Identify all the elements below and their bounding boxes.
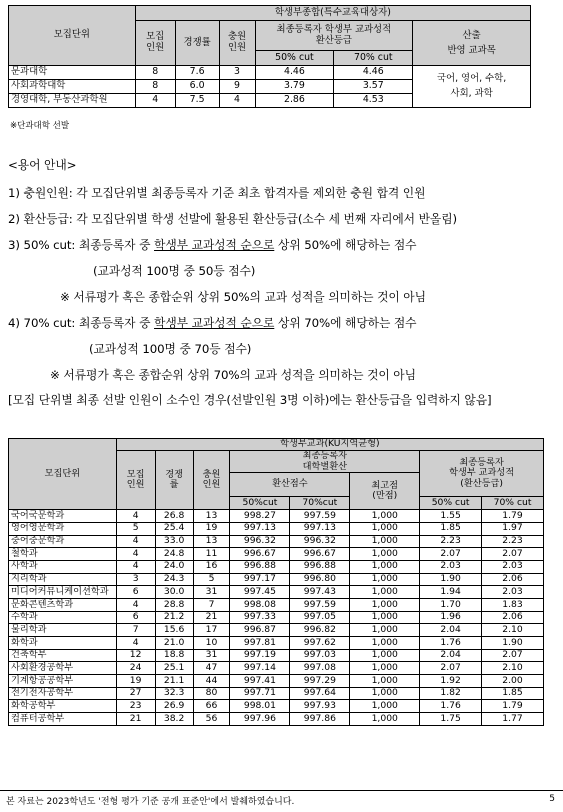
- rate-cell: 32.3: [155, 687, 193, 700]
- unit-cell: 사회과학대학: [9, 80, 136, 94]
- grade-70cut-cell: 2.07: [482, 649, 544, 662]
- score-50cut-cell: 996.67: [230, 548, 290, 561]
- quota-cell: 6: [116, 586, 155, 599]
- max-score-cell: 1,000: [350, 713, 420, 726]
- rate-cell: 7.5: [175, 94, 219, 108]
- grade-50cut-cell: 1.90: [420, 573, 482, 586]
- score-50cut-cell: 997.45: [230, 586, 290, 599]
- grade-50cut-cell: 2.03: [420, 560, 482, 573]
- score-50cut-cell: 998.08: [230, 598, 290, 611]
- rate-cell: 21.2: [155, 611, 193, 624]
- quota-cell: 4: [116, 637, 155, 650]
- grade-50cut-cell: 2.04: [420, 624, 482, 637]
- unit-cell: 국어국문학과: [9, 510, 117, 523]
- group-title: 학생부교과(KU지역균형): [116, 439, 543, 451]
- quota-cell: 4: [135, 94, 175, 108]
- col-header-grade-group: 최종등록자 학생부 교과성적 환산등급: [255, 21, 413, 51]
- fill-cell: 31: [193, 649, 230, 662]
- score-50cut-cell: 997.41: [230, 675, 290, 688]
- glossary-70cut-prefix: 4) 70% cut: 최종등록자 중: [8, 316, 155, 330]
- glossary-50cut-underline: 학생부 교과성적 순으로: [154, 238, 275, 252]
- score-70cut-cell: 997.59: [290, 510, 350, 523]
- grade-70cut-cell: 2.07: [482, 548, 544, 561]
- grade-50cut-cell: 1.70: [420, 598, 482, 611]
- glossary-item-50cut: [8, 236, 416, 253]
- table-row: [9, 586, 544, 599]
- score-50cut-cell: 997.81: [230, 637, 290, 650]
- score-50cut-cell: 997.96: [230, 713, 290, 726]
- quota-cell: 8: [135, 66, 175, 80]
- glossary-50cut-suffix: 상위 50%에 해당하는 점수: [274, 238, 417, 252]
- grade-50cut-cell: 1.92: [420, 675, 482, 688]
- unit-cell: 경영대학, 부동산과학원: [9, 94, 136, 108]
- score-50cut-cell: 997.17: [230, 573, 290, 586]
- quota-cell: 23: [116, 700, 155, 713]
- fill-cell: 4: [219, 94, 255, 108]
- quota-cell: 7: [116, 624, 155, 637]
- quota-cell: 4: [116, 535, 155, 548]
- fill-cell: 7: [193, 598, 230, 611]
- table-row: [9, 713, 544, 726]
- col-header-conv-score: 환산점수: [230, 473, 350, 497]
- unit-cell: 사회환경공학부: [9, 662, 117, 675]
- unit-cell: 물리학과: [9, 624, 117, 637]
- rate-cell: 7.6: [175, 66, 219, 80]
- glossary-item-fill: 1) 충원인원: 각 모집단위별 최종등록자 기준 최초 합격자를 제외한 충원 합격 인원: [8, 186, 426, 200]
- table-row: [9, 560, 544, 573]
- col-header-score-50cut: 50%cut: [230, 497, 290, 510]
- rate-cell: 21.1: [155, 675, 193, 688]
- fill-cell: 31: [193, 586, 230, 599]
- fill-cell: 17: [193, 624, 230, 637]
- max-score-cell: 1,000: [350, 535, 420, 548]
- max-score-cell: 1,000: [350, 649, 420, 662]
- col-header-grade-group: 최종등록자 학생부 교과성적 (환산등급): [420, 451, 544, 497]
- table-row: [9, 675, 544, 688]
- grade-70cut-cell: 1.83: [482, 598, 544, 611]
- grade-50cut-cell: 1.85: [420, 522, 482, 535]
- subjects-cell: 국어, 영어, 수학, 사회, 과학: [413, 66, 531, 108]
- score-70cut-cell: 997.93: [290, 700, 350, 713]
- max-score-cell: 1,000: [350, 675, 420, 688]
- grade-70cut-cell: 2.00: [482, 675, 544, 688]
- col-header-fill: 충원 인원: [219, 21, 255, 66]
- grade-50cut-cell: 1.76: [420, 637, 482, 650]
- rate-cell: 25.4: [155, 522, 193, 535]
- fill-cell: 13: [193, 535, 230, 548]
- score-70cut-cell: 997.08: [290, 662, 350, 675]
- score-70cut-cell: 996.88: [290, 560, 350, 573]
- max-score-cell: 1,000: [350, 573, 420, 586]
- col-header-quota: 모집 인원: [116, 451, 155, 510]
- quota-cell: 4: [116, 560, 155, 573]
- glossary-50cut-note: ※ 서류평가 혹은 종합순위 상위 50%의 교과 성적을 의미하는 것이 아님: [60, 290, 426, 304]
- quota-cell: 6: [116, 611, 155, 624]
- grade-70cut-cell: 2.10: [482, 662, 544, 675]
- fill-cell: 56: [193, 713, 230, 726]
- table-row: [9, 687, 544, 700]
- glossary-item-70cut: [8, 314, 416, 331]
- rate-cell: 6.0: [175, 80, 219, 94]
- quota-cell: 12: [116, 649, 155, 662]
- table-row: [9, 522, 544, 535]
- special-education-table: [8, 5, 531, 108]
- fill-cell: 11: [193, 548, 230, 561]
- score-50cut-cell: 997.33: [230, 611, 290, 624]
- table-row: [9, 510, 544, 523]
- col-header-max: 최고점 (만점): [350, 473, 420, 510]
- cut50-cell: 2.86: [255, 94, 334, 108]
- max-score-cell: 1,000: [350, 522, 420, 535]
- fill-cell: 19: [193, 522, 230, 535]
- score-70cut-cell: 997.86: [290, 713, 350, 726]
- score-50cut-cell: 997.19: [230, 649, 290, 662]
- max-score-cell: 1,000: [350, 548, 420, 561]
- grade-70cut-cell: 1.97: [482, 522, 544, 535]
- max-score-cell: 1,000: [350, 586, 420, 599]
- score-70cut-cell: 996.80: [290, 573, 350, 586]
- unit-cell: 중어중문학과: [9, 535, 117, 548]
- score-70cut-cell: 997.62: [290, 637, 350, 650]
- rate-cell: 24.8: [155, 548, 193, 561]
- quota-cell: 4: [116, 598, 155, 611]
- col-header-unit: 모집단위: [9, 439, 117, 510]
- grade-70cut-cell: 1.79: [482, 700, 544, 713]
- col-header-rate: 경쟁 률: [155, 451, 193, 510]
- unit-cell: 컴퓨터공학부: [9, 713, 117, 726]
- score-70cut-cell: 996.32: [290, 535, 350, 548]
- score-70cut-cell: 997.05: [290, 611, 350, 624]
- score-50cut-cell: 997.14: [230, 662, 290, 675]
- rate-cell: 28.8: [155, 598, 193, 611]
- table-row: [9, 649, 544, 662]
- fill-cell: 66: [193, 700, 230, 713]
- score-50cut-cell: 998.27: [230, 510, 290, 523]
- grade-50cut-cell: 1.96: [420, 611, 482, 624]
- fill-cell: 44: [193, 675, 230, 688]
- group-title: 학생부종합(특수교육대상자): [135, 6, 530, 21]
- rate-cell: 25.1: [155, 662, 193, 675]
- grade-50cut-cell: 2.23: [420, 535, 482, 548]
- score-50cut-cell: 996.87: [230, 624, 290, 637]
- glossary-item-grade: 2) 환산등급: 각 모집단위별 학생 선발에 활용된 환산등급(소수 세 번째 자리에서 반올림): [8, 212, 457, 226]
- unit-cell: 전기전자공학부: [9, 687, 117, 700]
- table-row: [9, 611, 544, 624]
- quota-cell: 4: [116, 510, 155, 523]
- col-header-subjects: 산출 반영 교과목: [413, 21, 531, 66]
- unit-cell: 기계항공공학부: [9, 675, 117, 688]
- grade-70cut-cell: 1.77: [482, 713, 544, 726]
- max-score-cell: 1,000: [350, 598, 420, 611]
- unit-cell: 영어영문학과: [9, 522, 117, 535]
- grade-50cut-cell: 2.07: [420, 662, 482, 675]
- fill-cell: 5: [193, 573, 230, 586]
- grade-70cut-cell: 1.79: [482, 510, 544, 523]
- grade-50cut-cell: 1.82: [420, 687, 482, 700]
- score-50cut-cell: 997.71: [230, 687, 290, 700]
- unit-cell: 철학과: [9, 548, 117, 561]
- max-score-cell: 1,000: [350, 687, 420, 700]
- col-header-50cut: 50% cut: [255, 51, 334, 66]
- fill-cell: 9: [219, 80, 255, 94]
- score-70cut-cell: 997.59: [290, 598, 350, 611]
- glossary-70cut-note: ※ 서류평가 혹은 종합순위 상위 70%의 교과 성적을 의미하는 것이 아님: [50, 368, 416, 382]
- unit-cell: 수학과: [9, 611, 117, 624]
- footer-divider: [0, 790, 563, 791]
- selection-note: ※단과대학 선발: [10, 121, 70, 131]
- max-score-cell: 1,000: [350, 611, 420, 624]
- score-70cut-cell: 997.29: [290, 675, 350, 688]
- grade-50cut-cell: 1.76: [420, 700, 482, 713]
- rate-cell: 24.3: [155, 573, 193, 586]
- grade-70cut-cell: 2.10: [482, 624, 544, 637]
- glossary-50cut-example: (교과성적 100명 중 50등 점수): [93, 264, 256, 278]
- rate-cell: 24.0: [155, 560, 193, 573]
- rate-cell: 26.8: [155, 510, 193, 523]
- table-row: [9, 637, 544, 650]
- score-50cut-cell: 998.01: [230, 700, 290, 713]
- grade-70cut-cell: 2.03: [482, 586, 544, 599]
- score-50cut-cell: 997.13: [230, 522, 290, 535]
- rate-cell: 38.2: [155, 713, 193, 726]
- page-number: 5: [549, 794, 555, 804]
- unit-cell: 문화콘텐츠학과: [9, 598, 117, 611]
- col-header-score-70cut: 70%cut: [290, 497, 350, 510]
- max-score-cell: 1,000: [350, 700, 420, 713]
- cut70-cell: 4.53: [334, 94, 413, 108]
- rate-cell: 21.0: [155, 637, 193, 650]
- cut50-cell: 3.79: [255, 80, 334, 94]
- cut50-cell: 4.46: [255, 66, 334, 80]
- regional-balance-rows: [9, 510, 544, 726]
- rate-cell: 26.9: [155, 700, 193, 713]
- max-score-cell: 1,000: [350, 662, 420, 675]
- table-row: [9, 700, 544, 713]
- table-row: [9, 573, 544, 586]
- score-50cut-cell: 996.32: [230, 535, 290, 548]
- quota-cell: 19: [116, 675, 155, 688]
- max-score-cell: 1,000: [350, 510, 420, 523]
- unit-cell: 화학과: [9, 637, 117, 650]
- table-row: [9, 598, 544, 611]
- score-70cut-cell: 997.64: [290, 687, 350, 700]
- unit-cell: 사학과: [9, 560, 117, 573]
- cut70-cell: 4.46: [334, 66, 413, 80]
- glossary-70cut-suffix: 상위 70%에 해당하는 점수: [274, 316, 417, 330]
- table-row: [9, 624, 544, 637]
- unit-cell: 문과대학: [9, 66, 136, 80]
- grade-50cut-cell: 1.75: [420, 713, 482, 726]
- grade-70cut-cell: 1.85: [482, 687, 544, 700]
- score-70cut-cell: 997.13: [290, 522, 350, 535]
- col-header-grade-70cut: 70% cut: [482, 497, 544, 510]
- quota-cell: 24: [116, 662, 155, 675]
- score-70cut-cell: 996.82: [290, 624, 350, 637]
- fill-cell: 3: [219, 66, 255, 80]
- grade-50cut-cell: 1.94: [420, 586, 482, 599]
- max-score-cell: 1,000: [350, 637, 420, 650]
- unit-cell: 화학공학부: [9, 700, 117, 713]
- rate-cell: 30.0: [155, 586, 193, 599]
- score-50cut-cell: 996.88: [230, 560, 290, 573]
- unit-cell: 지리학과: [9, 573, 117, 586]
- quota-cell: 4: [116, 548, 155, 561]
- max-score-cell: 1,000: [350, 624, 420, 637]
- fill-cell: 80: [193, 687, 230, 700]
- footer-source-note: 본 자료는 2023학년도 '전형 평가 기준 공개 표준안'에서 발췌하였습니다.: [6, 797, 295, 807]
- col-header-unit: 모집단위: [9, 6, 136, 66]
- score-70cut-cell: 997.43: [290, 586, 350, 599]
- cut70-cell: 3.57: [334, 80, 413, 94]
- quota-cell: 3: [116, 573, 155, 586]
- table-row: [9, 662, 544, 675]
- grade-50cut-cell: 1.55: [420, 510, 482, 523]
- col-header-quota: 모집 인원: [135, 21, 175, 66]
- fill-cell: 10: [193, 637, 230, 650]
- quota-cell: 8: [135, 80, 175, 94]
- score-70cut-cell: 996.67: [290, 548, 350, 561]
- max-score-cell: 1,000: [350, 560, 420, 573]
- quota-cell: 27: [116, 687, 155, 700]
- score-70cut-cell: 997.03: [290, 649, 350, 662]
- col-header-70cut: 70% cut: [334, 51, 413, 66]
- quota-cell: 21: [116, 713, 155, 726]
- unit-cell: 미디어커뮤니케이션학과: [9, 586, 117, 599]
- glossary-70cut-underline: 학생부 교과성적 순으로: [154, 316, 275, 330]
- quota-cell: 5: [116, 522, 155, 535]
- grade-50cut-cell: 2.07: [420, 548, 482, 561]
- glossary-small-group-note: [모집 단위별 최종 선발 인원이 소수인 경우(선발인원 3명 이하)에는 환산등급을 입력하지 않음]: [8, 393, 492, 407]
- col-header-grade-50cut: 50% cut: [420, 497, 482, 510]
- regional-balance-table: [8, 438, 544, 726]
- table-row: [9, 548, 544, 561]
- fill-cell: 21: [193, 611, 230, 624]
- fill-cell: 47: [193, 662, 230, 675]
- grade-70cut-cell: 2.06: [482, 573, 544, 586]
- grade-70cut-cell: 2.06: [482, 611, 544, 624]
- table-row: [9, 535, 544, 548]
- col-header-fill: 충원 인원: [193, 451, 230, 510]
- col-header-rate: 경쟁률: [175, 21, 219, 66]
- unit-cell: 건축학부: [9, 649, 117, 662]
- grade-70cut-cell: 1.90: [482, 637, 544, 650]
- glossary-50cut-prefix: 3) 50% cut: 최종등록자 중: [8, 238, 155, 252]
- glossary-70cut-example: (교과성적 100명 중 70등 점수): [89, 342, 252, 356]
- grade-50cut-cell: 2.04: [420, 649, 482, 662]
- col-header-conv-group: 최종등록자 대학별환산: [230, 451, 420, 473]
- rate-cell: 33.0: [155, 535, 193, 548]
- glossary-title: <용어 안내>: [8, 158, 77, 172]
- fill-cell: 13: [193, 510, 230, 523]
- rate-cell: 15.6: [155, 624, 193, 637]
- rate-cell: 18.8: [155, 649, 193, 662]
- grade-70cut-cell: 2.23: [482, 535, 544, 548]
- grade-70cut-cell: 2.03: [482, 560, 544, 573]
- fill-cell: 16: [193, 560, 230, 573]
